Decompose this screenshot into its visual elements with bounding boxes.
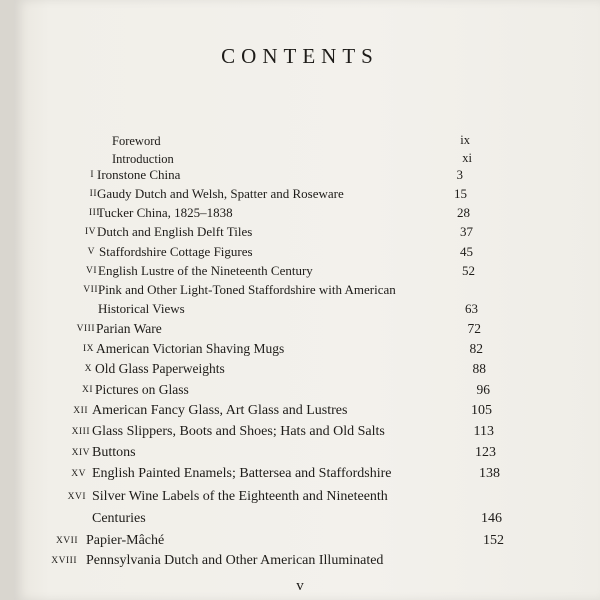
chapter-number: XI: [81, 385, 93, 395]
page-title: CONTENTS: [221, 44, 379, 68]
page-number: 52: [462, 263, 475, 278]
chapter-title: Buttons: [92, 445, 136, 460]
chapter-title: Silver Wine Labels of the Eighteenth and Nineteenth: [92, 489, 388, 504]
chapter-number: XIII: [71, 427, 90, 437]
page-number: 123: [475, 445, 496, 460]
chapter-title: Glass Slippers, Boots and Shoes; Hats and Old Salts: [92, 424, 385, 439]
page-number: 63: [465, 301, 478, 316]
page-number: 88: [472, 361, 486, 376]
chapter-number: II: [89, 189, 97, 199]
chapter-title: Introduction: [112, 152, 174, 166]
page-number: ix: [460, 133, 470, 147]
chapter-title: American Victorian Shaving Mugs: [96, 341, 285, 356]
chapter-title: Gaudy Dutch and Welsh, Spatter and Roseware: [97, 186, 344, 201]
chapter-title: Parian Ware: [96, 321, 162, 336]
page-number: 152: [483, 533, 504, 548]
chapter-number: I: [90, 170, 94, 180]
page-number: 37: [460, 224, 473, 239]
chapter-title-continued: Historical Views: [98, 301, 185, 316]
page-folio: v: [296, 578, 304, 594]
page-number: 15: [454, 186, 467, 201]
chapter-title: Staffordshire Cottage Figures: [99, 244, 253, 259]
chapter-title: Foreword: [112, 134, 161, 148]
chapter-number: XV: [71, 469, 86, 479]
chapter-number: XVI: [67, 492, 86, 502]
chapter-number: VIII: [76, 324, 95, 334]
page-number: 3: [456, 167, 463, 182]
chapter-number: IX: [82, 344, 94, 354]
chapter-title: Pennsylvania Dutch and Other American Illuminated: [86, 553, 384, 568]
chapter-title: Pink and Other Light-Toned Staffordshire with American: [98, 282, 396, 297]
chapter-number: VII: [83, 285, 98, 295]
page-number: 72: [467, 321, 481, 336]
chapter-number: XII: [73, 406, 88, 416]
chapter-number: X: [84, 364, 92, 374]
chapter-number: XVIII: [51, 556, 77, 566]
chapter-title: Old Glass Paperweights: [95, 361, 225, 376]
page-number: 96: [476, 382, 490, 397]
chapter-title: American Fancy Glass, Art Glass and Lustres: [92, 403, 348, 418]
chapter-title: Ironstone China: [97, 167, 181, 182]
chapter-number: V: [87, 247, 95, 257]
chapter-number: III: [89, 208, 100, 218]
chapter-title-continued: Centuries: [92, 511, 146, 526]
page-number: 45: [460, 244, 473, 259]
page-number: 105: [471, 403, 492, 418]
chapter-title: English Lustre of the Nineteenth Century: [98, 263, 313, 278]
chapter-number: XIV: [71, 448, 90, 458]
chapter-title: Tucker China, 1825–1838: [97, 205, 233, 220]
chapter-title: English Painted Enamels; Battersea and Staffordshire: [92, 466, 392, 481]
page-number: 28: [457, 205, 470, 220]
page-number: 138: [479, 466, 500, 481]
page-number: 146: [481, 511, 502, 526]
page-number: xi: [462, 151, 472, 165]
chapter-number: VI: [85, 266, 97, 276]
chapter-title: Dutch and English Delft Tiles: [97, 224, 253, 239]
book-page: [14, 0, 600, 600]
chapter-number: IV: [84, 227, 96, 237]
chapter-title: Pictures on Glass: [95, 382, 189, 397]
page-number: 113: [473, 424, 494, 439]
chapter-number: XVII: [55, 536, 78, 546]
page-number: 82: [469, 341, 483, 356]
chapter-title: Papier-Mâché: [86, 533, 165, 548]
